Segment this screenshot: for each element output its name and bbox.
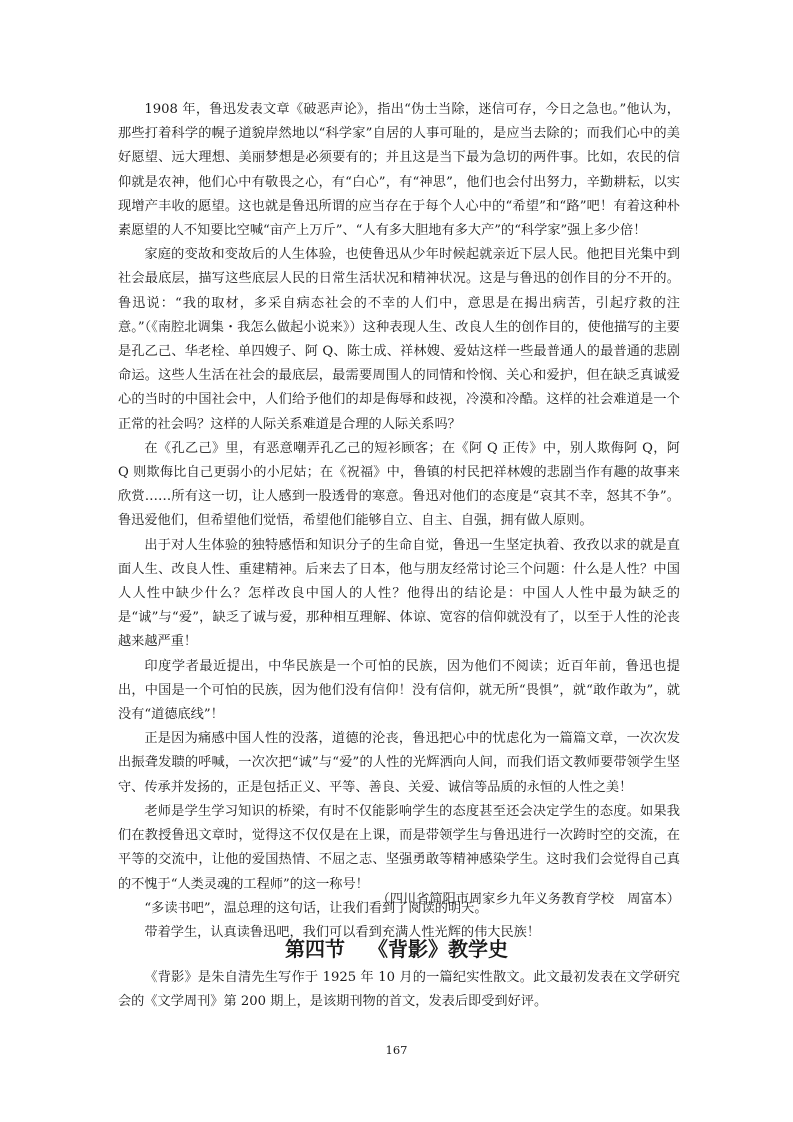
paragraph: 在《孔乙己》里，有恶意嘲弄孔乙己的短衫顾客；在《阿 Q 正传》中，别人欺侮阿 Q，阿 Q 则欺侮比自己更弱小的小尼姑；在《祝福》中，鲁镇的村民把祥林嫂的悲剧当作有趣的故事来欣赏……所有这一切，让人感到一股透骨的寒意。鲁迅对他们的态度是“哀其不幸，怒其不争”。鲁迅爱他们，但希望他们觉悟，希望他们能够自立、自主、自强，拥有做人原则。 [118, 440, 680, 529]
paragraph: 出于对人生体验的独特感悟和知识分子的生命自觉，鲁迅一生坚定执着、孜孜以求的就是直面人生、改良人性、重建精神。后来去了日本，他与朋友经常讨论三个问题：什么是人性？中国人人性中缺少什么？怎样改良中国人的人性？他得出的结论是：中国人人性中最为缺乏的是“诚”与“爱”，缺乏了诚与爱，那种相互理解、体谅、宽容的信仰就没有了，以至于人性的沦丧越来越严重！ [118, 537, 680, 650]
section-number: 第四节 [285, 937, 346, 961]
author-signature: （四川省简阳市周家乡九年义务教育学校 周富本） [376, 892, 680, 907]
article-body [118, 98, 680, 945]
paragraph: 《背影》是朱自清先生写作于 1925 年 10 月的一篇纪实性散文。此文最初发表在文学研究会的《文学周刊》第 200 期上，是该期刊物的首文，发表后即受到好评。 [118, 970, 680, 1010]
paragraph: 印度学者最近提出，中华民族是一个可怕的民族，因为他们不阅读；近百年前，鲁迅也提出，中国是一个可怕的民族，因为他们没有信仰！没有信仰，就无所“畏惧”，就“敢作敢为”，就没有“道德底线”！ [118, 658, 680, 723]
paragraph: 带着学生，认真读鲁迅吧，我们可以看到充满人性光辉的伟大民族！ [144, 924, 541, 940]
paragraph: 家庭的变故和变故后的人生体验，也使鲁迅从少年时候起就亲近下层人民。他把目光集中到社会最底层，描写这些底层人民的日常生活状况和精神状况。这是与鲁迅的创作目的分不开的。鲁迅说：“我的取材，多采自病态社会的不幸的人们中，意思是在揭出病苦，引起疗救的注意。”（《南腔北调集・我怎么做起小说来》）这种表现人生、改良人生的创作目的，使他描写的主要是孔乙己、华老栓、单四嫂子、阿 Q、陈士成、祥林嫂、爱姑这样一些最普通人的最普通的悲剧命运。这些人生活在社会的最底层，最需要周围人的同情和怜悯、关心和爱护，但在缺乏真诚爱心的当时的中国社会中，人们给予他们的却是侮辱和歧视，冷漠和冷酷。这样的社会难道是一个正常的社会吗？这样的人际关系难道是合理的人际关系吗？ [118, 247, 680, 432]
paragraph: 正是因为痛感中国人性的没落，道德的沦丧，鲁迅把心中的忧虑化为一篇篇文章，一次次发出振聋发聩的呼喊，一次次把“诚”与“爱”的人性的光辉洒向人间，而我们语文教师要带领学生坚守、传承并发扬的，正是包括正义、平等、善良、关爱、诚信等品质的永恒的人性之美！ [118, 731, 680, 795]
section-intro [118, 966, 680, 1014]
paragraph: “多读书吧”，温总理的这句话，让我们看到了阅读的明天。 [144, 900, 488, 916]
section-heading [0, 934, 793, 964]
paragraph: 老师是学生学习知识的桥梁，有时不仅能影响学生的态度甚至还会决定学生的态度。如果我们在教授鲁迅文章时，觉得这不仅仅是在上课，而是带领学生与鲁迅进行一次跨时空的交流，在平等的交流中，让他的爱国热情、不屈之志、坚强勇敢等精神感染学生。这时我们会觉得自己真的不愧于“人类灵魂的工程师”的这一称号！ [118, 803, 680, 892]
page-number: 167 [385, 1043, 408, 1057]
paragraph: 1908 年，鲁迅发表文章《破恶声论》，指出“伪士当除，迷信可存，今日之急也。”他认为，那些打着科学的幌子道貌岸然地以“科学家”自居的人事可耻的，是应当去除的；而我们心中的美好愿望、远大理想、美丽梦想是必须要有的；并且这是当下最为急切的两件事。比如，农民的信仰就是农神，他们心中有敬畏之心，有“白心”，有“神思”，他们也会付出努力，辛勤耕耘，以实现增产丰收的愿望。这也就是鲁迅所谓的应当存在于每个人心中的“希望”和“路”吧！有着这种朴素愿望的人不知要比空喊“亩产上万斤”、“人有多大胆地有多大产”的“科学家”强上多少倍！ [118, 102, 680, 239]
section-title: 《背影》教学史 [367, 937, 508, 961]
